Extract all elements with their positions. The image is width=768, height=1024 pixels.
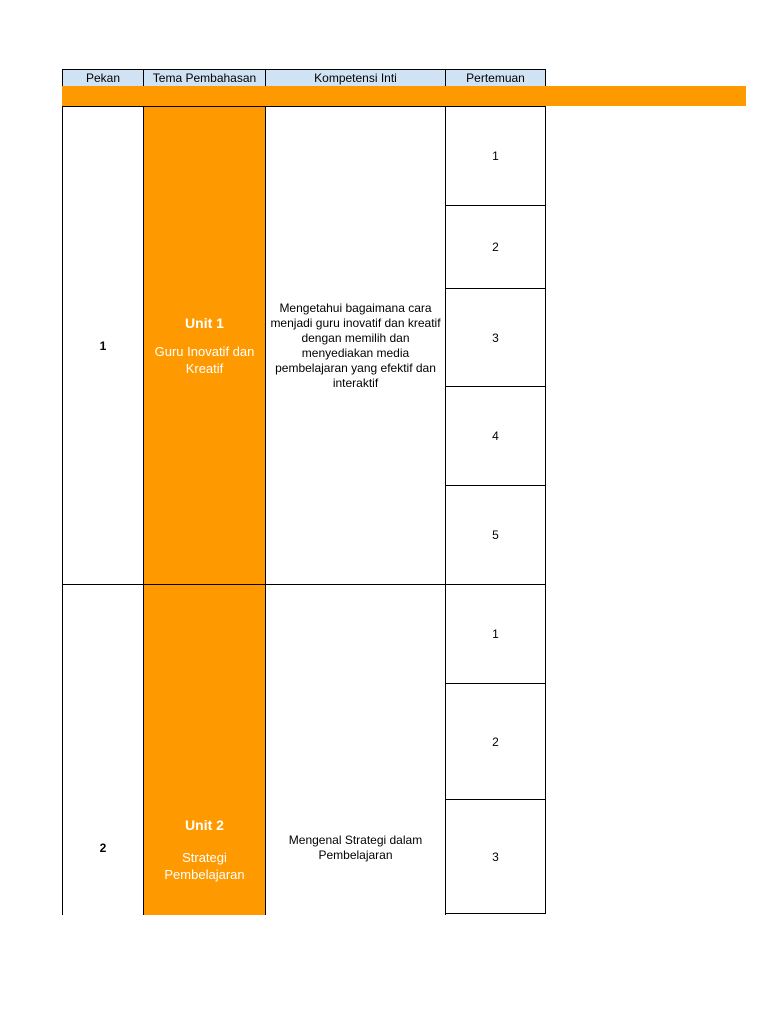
pertemuan-cell: [445, 799, 546, 914]
pertemuan-number: 2: [492, 240, 499, 254]
unit-title: Unit 2: [185, 817, 224, 833]
kompetensi-cell-2: [265, 584, 446, 915]
pertemuan-cell: [445, 288, 546, 387]
pertemuan-number: 1: [492, 627, 499, 641]
pertemuan-cell: [445, 386, 546, 486]
pekan-value: 1: [99, 338, 107, 353]
pertemuan-number: 2: [492, 734, 499, 749]
separator-band: [62, 86, 746, 106]
kompetensi-cell-1: [265, 106, 446, 585]
pertemuan-number: 3: [492, 849, 499, 864]
kompetensi-text: Mengetahui bagaimana cara menjadi guru inovatif dan kreatif dengan memilih dan menyediakan media pembelajaran yang efektif dan interaktif: [270, 300, 441, 390]
header-pekan: Pekan: [62, 69, 144, 87]
pertemuan-number: 1: [492, 149, 499, 163]
unit-subtitle: Strategi Pembelajaran: [164, 850, 245, 882]
pertemuan-cell: [445, 485, 546, 585]
tema-cell-1: [143, 106, 266, 585]
header-tema-pembahasan: Tema Pembahasan: [143, 69, 266, 87]
kompetensi-text: Mengenal Strategi dalam Pembelajaran: [288, 833, 423, 862]
pertemuan-number: 5: [492, 528, 499, 542]
header-pertemuan: Pertemuan: [445, 69, 546, 87]
pertemuan-number: 3: [492, 330, 499, 345]
unit-subtitle: Guru Inovatif dan Kreatif: [154, 343, 255, 376]
header-kompetensi-inti: Kompetensi Inti: [265, 69, 446, 87]
pertemuan-cell: [445, 106, 546, 206]
pertemuan-cell: [445, 205, 546, 289]
pertemuan-number: 4: [492, 429, 499, 443]
tema-cell-2: [143, 584, 266, 915]
pekan-cell-1: [62, 106, 144, 585]
pertemuan-cell: [445, 683, 546, 800]
pertemuan-cell: [445, 584, 546, 684]
unit-title: Unit 1: [185, 314, 224, 331]
pekan-cell-2: [62, 584, 144, 915]
pekan-value: 2: [99, 841, 107, 855]
